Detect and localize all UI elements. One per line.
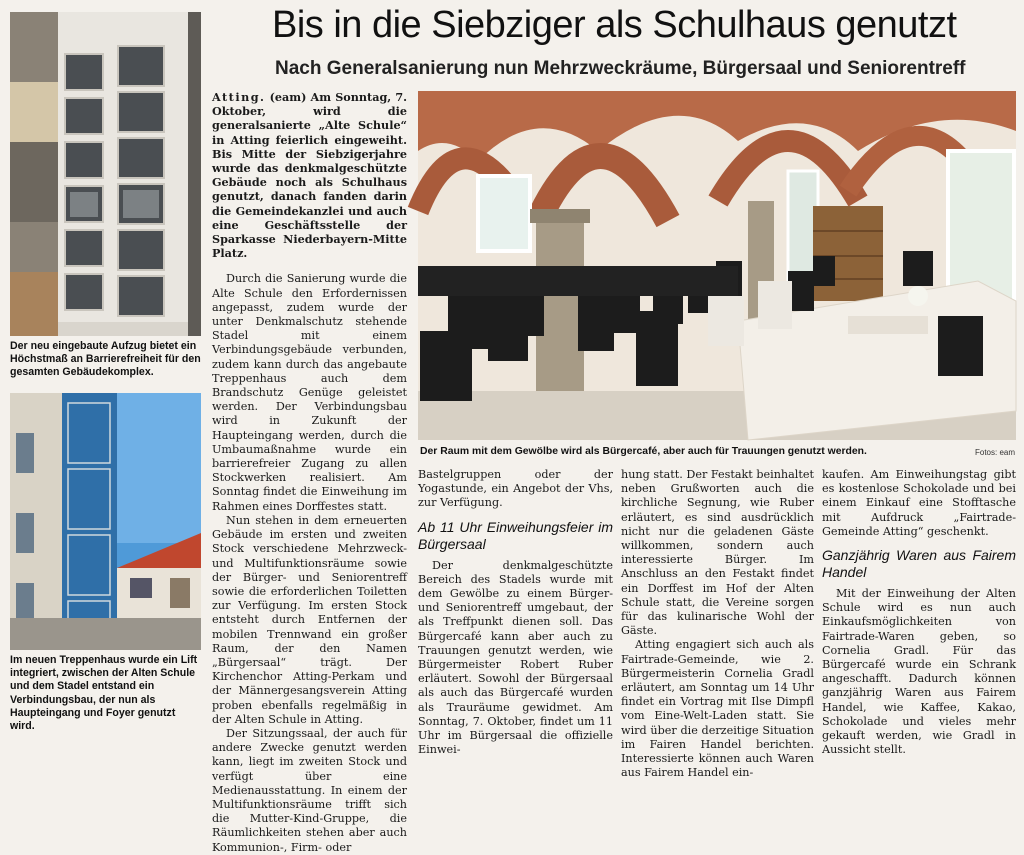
body-paragraph: Atting engagiert sich auch als Fairtrade-Gemeinde, wie 2. Bürgermeisterin Cornelia Gradl erläutert, am Sonntag um 14 Uhr findet ein Vortrag mit Ilse Dimpfl vom Eine-Welt-Laden statt. Sie wird über die derzeitige Situation im Fairen Handel berichten. Interessierte können auch Waren aus Fairem Handel ein- [621, 638, 814, 780]
body-paragraph: Bastelgruppen oder der Yogastunde, ein Angebot der Vhs, zur Verfügung. [418, 468, 613, 510]
stairwell-photo [10, 393, 201, 650]
lead-paragraph [212, 90, 407, 260]
subheading-einweihungsfeier: Ab 11 Uhr Einweihungsfeier im Bürgersaal [418, 518, 613, 552]
vault-caption: Der Raum mit dem Gewölbe wird als Bürgercafé, aber auch für Trauungen genutzt werden. [420, 446, 867, 457]
article-column-2 [418, 468, 613, 757]
subheading-fairer-handel: Ganzjährig Waren aus Fairem Handel [822, 547, 1016, 581]
lead-place: Atting. [212, 90, 266, 104]
body-paragraph: Durch die Sanierung wurde die Alte Schule den Erfordernissen angepasst, zudem wurde der unter Denkmalschutz stehende Stadel mit einem Verbindungsgebäude verbunden, zudem kann durch das angebaute Treppenhaus auch dem Brandschutz Genüge geleistet werden. Der Verbindungsbau wird in Zukunft der Haupteingang werden, durch die Umbaumaßnahme wurde ein barrierefreier Zugang zu allen Stockwerken realisiert. Am Sonntag findet die Einweihung im Rahmen eines Dorffestes statt. [212, 272, 407, 513]
photo-credit: Fotos: eam [974, 448, 1015, 457]
article-column-3 [621, 468, 814, 780]
article-column-4 [822, 468, 1016, 757]
elevator-photo [10, 12, 201, 336]
body-paragraph: Mit der Einweihung der Alten Schule wird es nun auch Einkaufsmöglichkeiten von Fairtrade-Waren geben, so Cornelia Gradl. Für das Bürgercafé wurde ein Schrank angeschafft. Dadurch können ganzjährig Waren aus Fairem Handel, wie Kaffee, Kakao, Schokolade und vieles mehr gekauft werden, wie Gradl in Aussicht stellt. [822, 587, 1016, 757]
subheadline: Nach Generalsanierung nun Mehrzweckräume, Bürgersaal und Seniorentreff [275, 58, 966, 79]
elevator-caption: Der neu eingebaute Aufzug bietet ein Höchstmaß an Barrierefreiheit für den gesamten Gebäudekomplex. [10, 340, 201, 379]
article-column-1 [212, 90, 407, 854]
lead-text: (eam) Am Sonntag, 7. Oktober, wird die generalsanierte „Alte Schule“ in Atting feierlich eingeweiht. Bis Mitte der Siebzigerjahre wurde das denkmalgeschützte Gebäude noch als Schulhaus genutzt, danach fanden darin die Gemeindekanzlei und auch eine Geschäftsstelle der Sparkasse Niederbayern-Mitte Platz. [212, 90, 407, 261]
body-paragraph: Der Sitzungssaal, der auch für andere Zwecke genutzt werden kann, liegt im zweiten Stock und verfügt über eine Medienausstattung. In einem der Multifunktionsräume trifft sich die Mutter-Kind-Gruppe, die Räumlichkeiten stehen aber auch Kommunion-, Firm- oder [212, 726, 407, 854]
headline: Bis in die Siebziger als Schulhaus genutzt [272, 4, 957, 46]
body-paragraph: Nun stehen in dem erneuerten Gebäude im ersten und zweiten Stock verschiedene Mehrzweck- und Multifunktionsräume sowie der Bürger- und Seniorentreff sowie die erforderlichen Toiletten zur Verfügung. Im ersten Stock entsteht durch Entfernen der mobilen Trennwand ein großer Raum, der den Namen „Bürgersaal“ trägt. Der Kirchenchor Atting-Perkam und der Männergesangsverein Atting proben ebenfalls regelmäßig in der Alten Schule in Atting. [212, 513, 407, 726]
stairwell-caption: Im neuen Treppenhaus wurde ein Lift integriert, zwischen der Alten Schule und dem Stadel entstand ein Verbindungsbau, der nun als Haupteingang und Foyer genutzt wird. [10, 654, 198, 733]
body-paragraph: hung statt. Der Festakt beinhaltet neben Grußworten auch die kirchliche Segnung, wie Ruber erläutert, es sind ausdrücklich nicht nur die geladenen Gäste willkommen, sondern auch interessierte Bürger. Im Anschluss an den Festakt findet ein Dorffest im Hof der Alten Schule statt, die Vereine sorgen für das kulinarische Wohl der Gäste. [621, 468, 814, 638]
body-paragraph: kaufen. Am Einweihungstag gibt es kostenlose Schokolade und bei einem Einkauf eine Stofftasche mit Aufdruck „Fairtrade-Gemeinde Atting“ geschenkt. [822, 468, 1016, 538]
body-paragraph: Der denkmalgeschützte Bereich des Stadels wurde mit dem Gewölbe zu einem Bürger- und Seniorentreff umgebaut, der als Treffpunkt dienen soll. Das Bürgercafé kann aber auch zu Trauungen genutzt werden, wie Bürgermeister Robert Ruber erläutert. Sowohl der Bürgersaal als auch das Bürgercafé wurden als Trauräume gewidmet. Am Sonntag, 7. Oktober, findet um 11 Uhr im Bürgersaal die offizielle Einwei- [418, 558, 613, 757]
vault-room-photo [418, 91, 1016, 440]
